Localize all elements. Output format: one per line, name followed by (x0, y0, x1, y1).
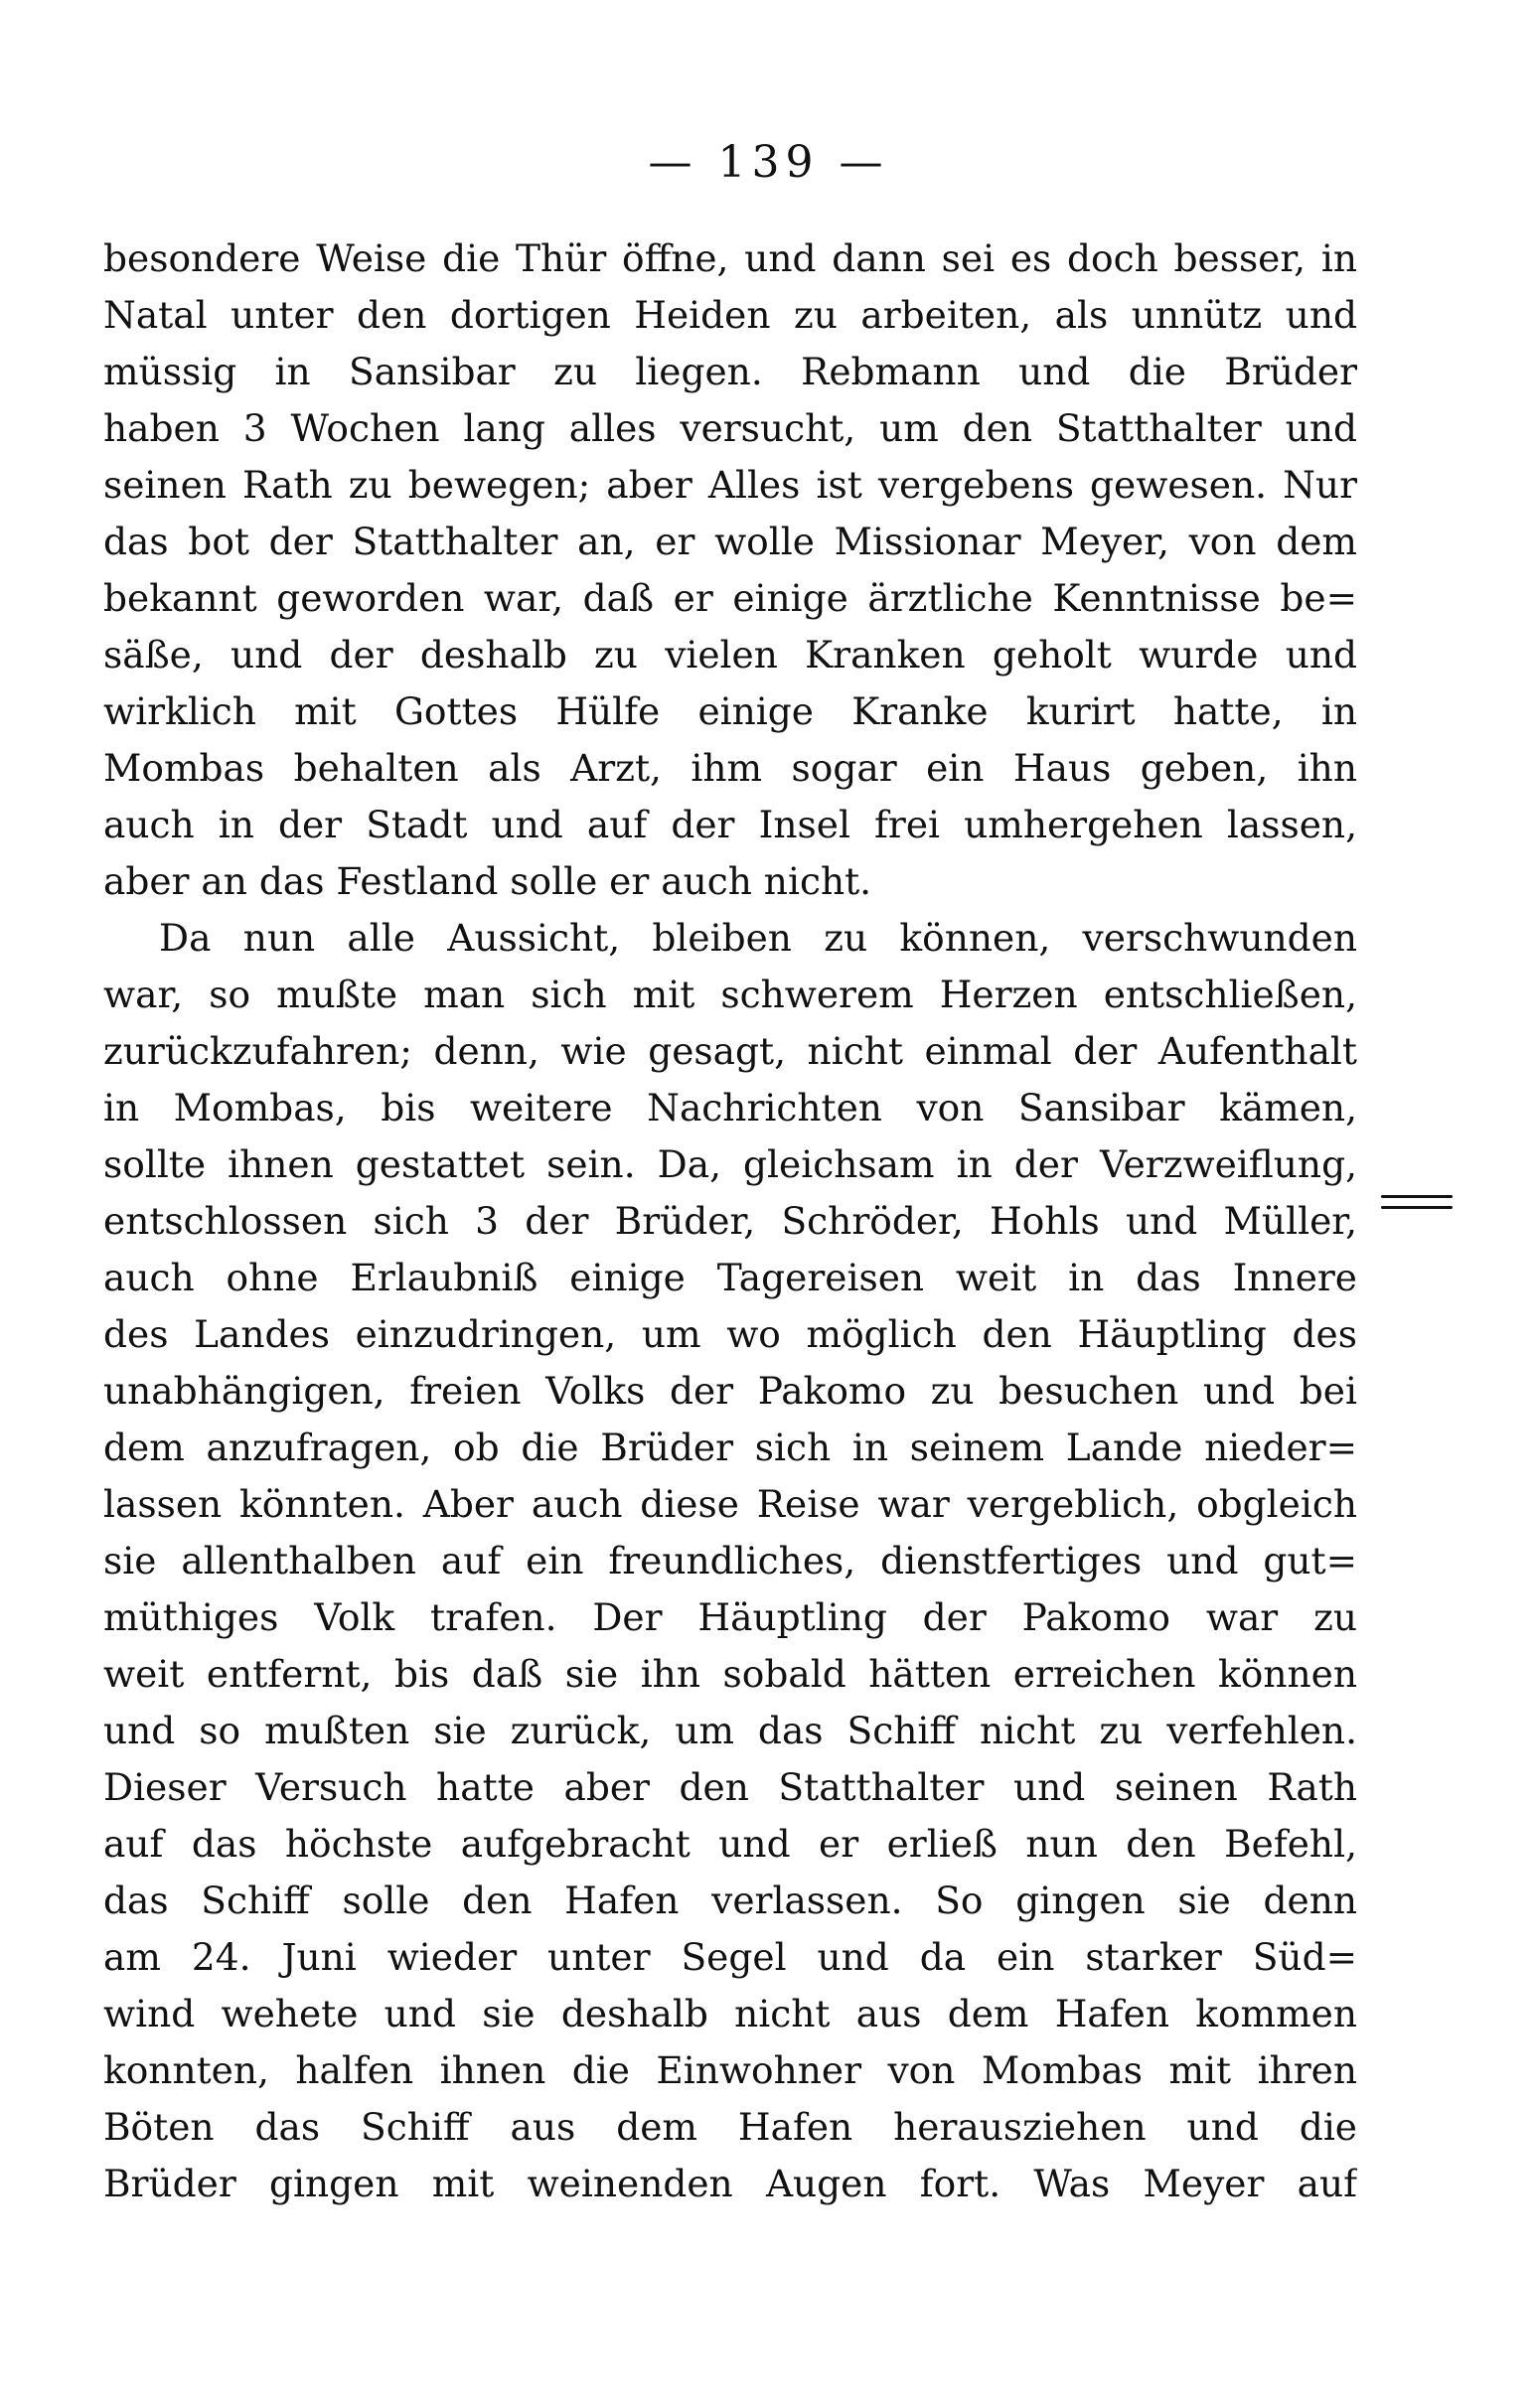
text-line: sollte ihnen gestattet sein. Da, gleichsam in der Verzweiflung, (103, 1142, 1357, 1186)
paragraph-start-line: Da nun alle Aussicht, bleiben zu können, verschwunden (159, 916, 1357, 960)
text-line: entschlossen sich 3 der Brüder, Schröder, Hohls und Müller, (103, 1199, 1357, 1243)
margin-mark-icon (1381, 1195, 1453, 1215)
text-line: zurückzufahren; denn, wie gesagt, nicht einmal der Aufenthalt (103, 1029, 1357, 1073)
text-line: lassen könnten. Aber auch diese Reise war vergeblich, obgleich (103, 1482, 1357, 1526)
body-text (103, 230, 1357, 2212)
text-line: das Schiff solle den Hafen verlassen. So gingen sie denn (103, 1879, 1357, 1922)
text-line: in Mombas, bis weitere Nachrichten von Sansibar kämen, (103, 1086, 1357, 1129)
text-line: müthiges Volk trafen. Der Häuptling der Pakomo war zu (103, 1595, 1357, 1639)
page-number: — 139 — (648, 137, 889, 188)
text-line: haben 3 Wochen lang alles versucht, um den Statthalter und (103, 406, 1357, 450)
text-line: aber an das Festland solle er auch nicht. (103, 859, 872, 903)
text-line: wind wehete und sie deshalb nicht aus dem Hafen kommen (103, 1992, 1357, 2035)
text-line: Dieser Versuch hatte aber den Statthalter und seinen Rath (103, 1765, 1357, 1809)
text-line: Mombas behalten als Arzt, ihm sogar ein Haus geben, ihn (103, 746, 1357, 790)
text-line: und so mußten sie zurück, um das Schiff nicht zu verfehlen. (103, 1709, 1357, 1752)
text-line: säße, und der deshalb zu vielen Kranken geholt wurde und (103, 633, 1357, 677)
text-line: auch in der Stadt und auf der Insel frei umhergehen lassen, (103, 803, 1357, 846)
text-line: seinen Rath zu bewegen; aber Alles ist vergebens gewesen. Nur (103, 463, 1357, 507)
text-line: auch ohne Erlaubniß einige Tagereisen weit in das Innere (103, 1256, 1357, 1299)
text-line: Böten das Schiff aus dem Hafen herausziehen und die (103, 2105, 1357, 2149)
text-line: das bot der Statthalter an, er wolle Missionar Meyer, von dem (103, 520, 1357, 563)
text-line: des Landes einzudringen, um wo möglich den Häuptling des (103, 1312, 1357, 1356)
text-line: Natal unter den dortigen Heiden zu arbeiten, als unnütz und (103, 293, 1357, 337)
text-line: unabhängigen, freien Volks der Pakomo zu besuchen und bei (103, 1369, 1357, 1413)
text-line: Brüder gingen mit weinenden Augen fort. Was Meyer auf (103, 2162, 1357, 2205)
text-line: müssig in Sansibar zu liegen. Rebmann und die Brüder (103, 350, 1357, 393)
text-line: war, so mußte man sich mit schwerem Herzen entschließen, (103, 973, 1357, 1016)
text-line: weit entfernt, bis daß sie ihn sobald hätten erreichen können (103, 1652, 1357, 1696)
text-line: besondere Weise die Thür öffne, und dann sei es doch besser, in (103, 236, 1357, 280)
text-line: am 24. Juni wieder unter Segel und da ein starker Süd= (103, 1935, 1357, 1979)
text-line: dem anzufragen, ob die Brüder sich in seinem Lande nieder= (103, 1426, 1357, 1469)
text-line: bekannt geworden war, daß er einige ärztliche Kenntnisse be= (103, 576, 1357, 620)
text-line: konnten, halfen ihnen die Einwohner von Mombas mit ihren (103, 2048, 1357, 2092)
text-line: wirklich mit Gottes Hülfe einige Kranke kurirt hatte, in (103, 689, 1357, 733)
text-line: auf das höchste aufgebracht und er erließ nun den Befehl, (103, 1822, 1357, 1866)
text-line: sie allenthalben auf ein freundliches, dienstfertiges und gut= (103, 1539, 1357, 1582)
